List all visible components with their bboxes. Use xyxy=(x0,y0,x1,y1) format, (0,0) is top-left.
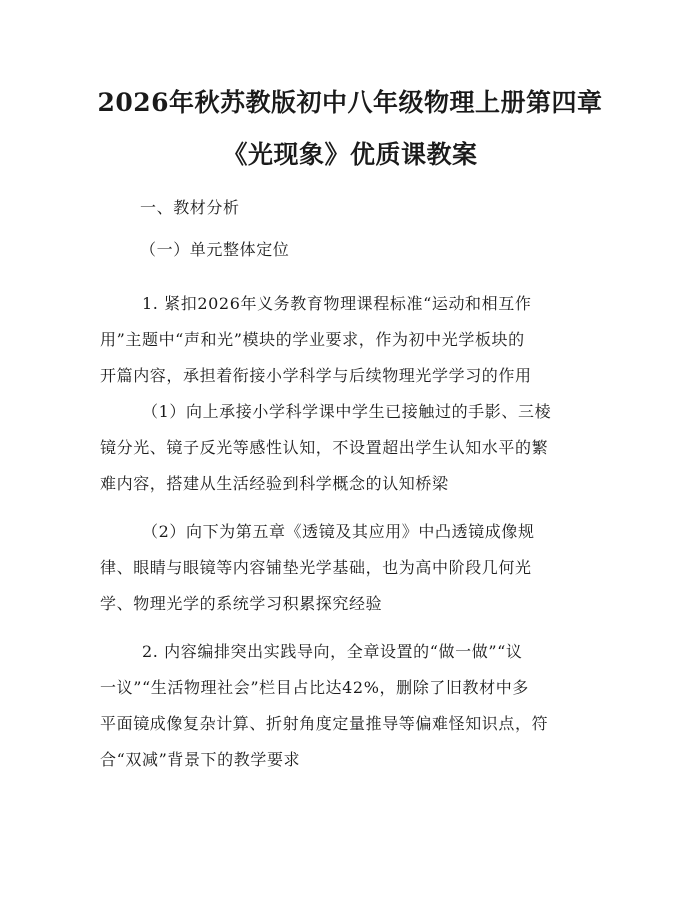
paragraph-line: （2）向下为第五章《透镜及其应用》中凸透镜成像规 xyxy=(142,522,535,541)
paragraph-line: 律、眼睛与眼镜等内容铺垫光学基础，也为高中阶段几何光 xyxy=(100,558,532,577)
paragraph-line: 开篇内容，承担着衔接小学科学与后续物理光学学习的作用 xyxy=(100,366,532,385)
paragraph-line: 学、物理光学的系统学习积累探究经验 xyxy=(100,594,383,613)
document-title-line-2: 《光现象》优质课教案 xyxy=(222,140,478,169)
paragraph-line: 镜分光、镜子反光等感性认知，不设置超出学生认知水平的繁 xyxy=(100,438,549,457)
subheading-text: （一）单元整体定位 xyxy=(140,240,290,259)
paragraph-line: 合“双减”背景下的教学要求 xyxy=(100,750,301,769)
paragraph-3 xyxy=(100,514,535,622)
paragraph-4 xyxy=(100,634,548,778)
paragraph-line: 2. 内容编排突出实践导向，全章设置的“做一做”“议 xyxy=(142,642,523,661)
paragraph-line: 难内容，搭建从生活经验到科学概念的认知桥梁 xyxy=(100,474,449,493)
paragraph-line: 平面镜成像复杂计算、折射角度定量推导等偏难怪知识点，符 xyxy=(100,714,549,733)
subsection-heading xyxy=(140,232,289,268)
document-title-line-1: 2026年秋苏教版初中八年级物理上册第四章 xyxy=(97,88,603,117)
paragraph-2 xyxy=(100,394,551,502)
paragraph-line: （1）向上承接小学科学课中学生已接触过的手影、三棱 xyxy=(142,402,552,421)
paragraph-line: 1. 紧扣2026年义务教育物理课程标准“运动和相互作 xyxy=(142,294,532,313)
section-heading xyxy=(140,190,240,226)
paragraph-1 xyxy=(100,286,532,394)
paragraph-line: 用”主题中“声和光”模块的学业要求，作为初中光学板块的 xyxy=(100,330,525,349)
paragraph-line: 一议”“生活物理社会”栏目占比达42%，删除了旧教材中多 xyxy=(100,678,529,697)
heading-text: 一、教材分析 xyxy=(140,198,240,217)
